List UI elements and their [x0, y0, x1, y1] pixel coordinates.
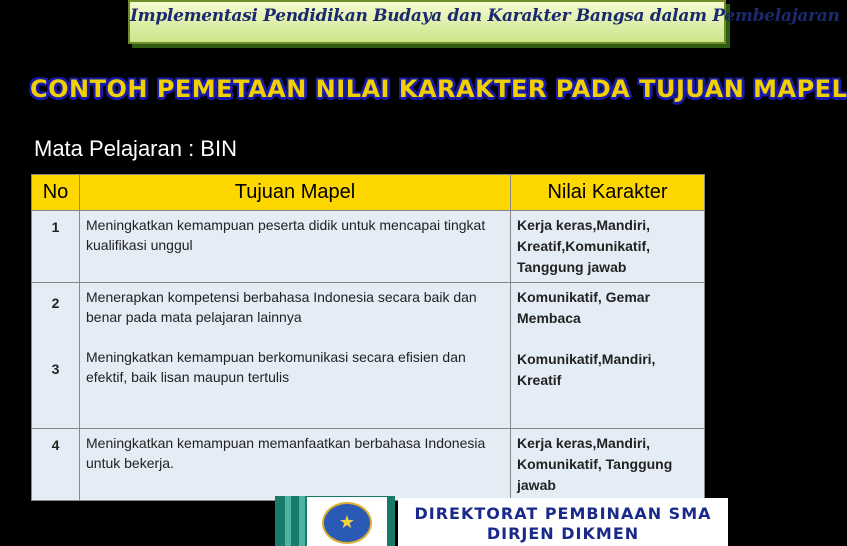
row-tujuan: Meningkatkan kemampuan memanfaatkan berbahasa Indonesia untuk bekerja. — [80, 429, 511, 501]
row-no — [32, 283, 80, 429]
table-row — [32, 283, 705, 429]
row-nilai-a: Komunikatif, Gemar Membaca — [517, 289, 651, 326]
table-header-row — [32, 175, 705, 211]
header-no: No — [32, 175, 80, 211]
row-no-b: 3 — [51, 361, 60, 377]
row-tujuan: Meningkatkan kemampuan peserta didik untuk mencapai tingkat kualifikasi unggul — [80, 211, 511, 283]
subject-label: Mata Pelajaran : BIN — [34, 136, 237, 161]
header-banner — [128, 0, 840, 44]
table-row — [32, 211, 705, 283]
row-tujuan-a: Menerapkan kompetensi berbahasa Indonesia secara baik dan benar pada mata pelajaran lainnya — [86, 289, 477, 325]
header-tujuan: Tujuan Mapel — [80, 175, 511, 211]
page-title: CONTOH PEMETAAN NILAI KARAKTER PADA TUJUAN MAPEL — [30, 75, 847, 103]
row-no-a: 2 — [51, 295, 60, 311]
logo-container — [307, 497, 387, 546]
header-nilai: Nilai Karakter — [511, 175, 705, 211]
table-row — [32, 429, 705, 501]
footer-institution — [398, 498, 728, 546]
row-nilai: Kerja keras,Mandiri, Kreatif,Komunikatif, Tanggung jawab — [511, 211, 705, 283]
row-tujuan-b: Meningkatkan kemampuan berkomunikasi secara efisien dan efektif, baik lisan maupun tertulis — [86, 349, 466, 385]
character-mapping-table — [31, 174, 705, 501]
row-no: 1 — [32, 211, 80, 283]
row-tujuan — [80, 283, 511, 429]
row-nilai: Kerja keras,Mandiri, Komunikatif, Tanggung jawab — [511, 429, 705, 501]
footer-line-2: DIRJEN DIKMEN — [486, 524, 640, 543]
footer-line-1: DIREKTORAT PEMBINAAN SMA — [414, 504, 712, 523]
row-nilai — [511, 283, 705, 429]
tut-wuri-handayani-logo-icon: ★ — [322, 502, 372, 544]
row-no: 4 — [32, 429, 80, 501]
row-nilai-b: Komunikatif,Mandiri, Kreatif — [517, 351, 656, 388]
banner-title: Implementasi Pendidikan Budaya dan Karakter Bangsa dalam Pembelajaran — [130, 6, 840, 26]
